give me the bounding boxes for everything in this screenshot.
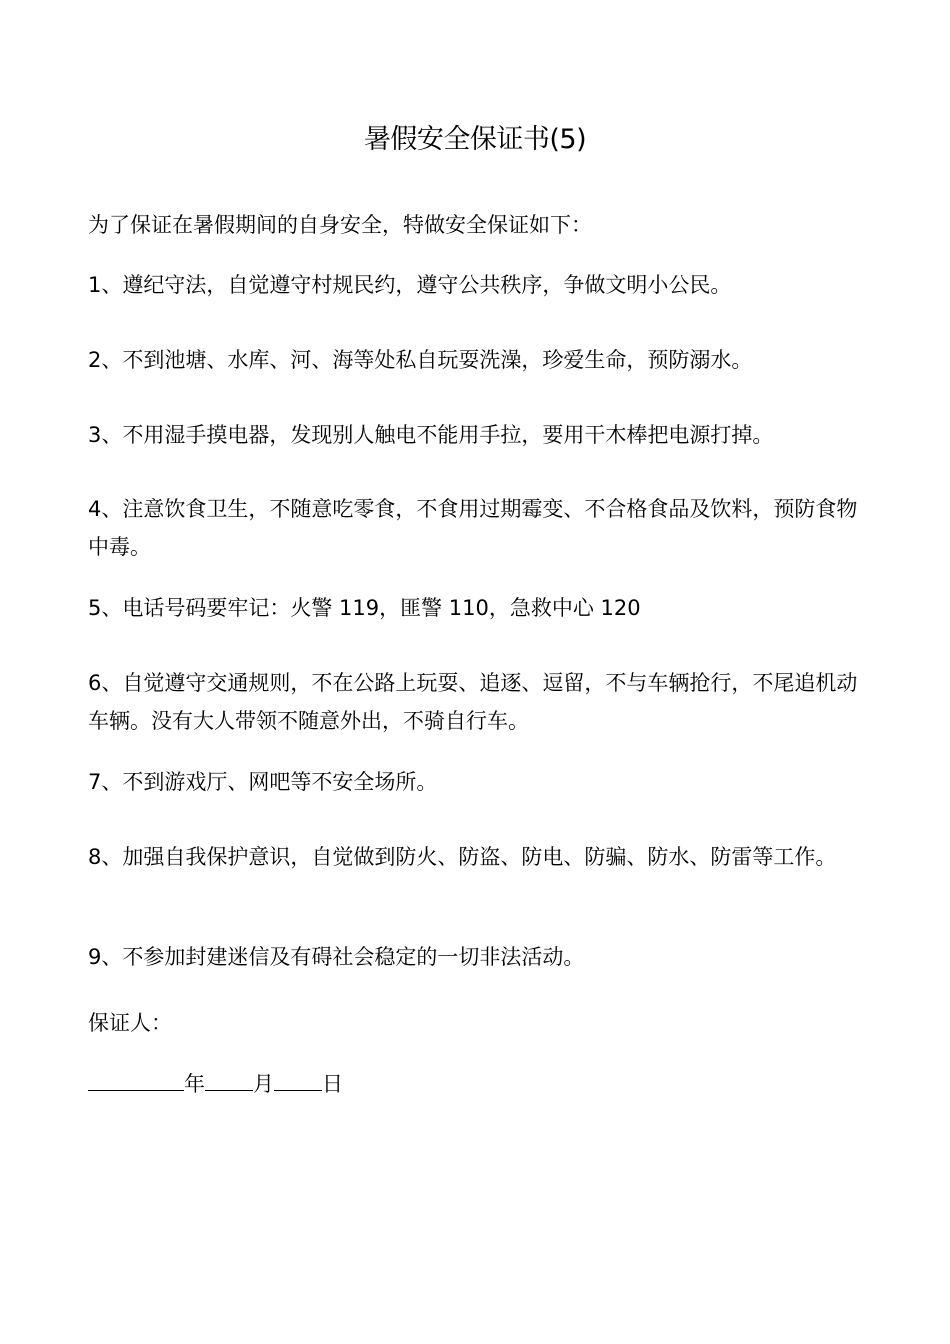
list-item-5: 5、电话号码要牢记：火警 119，匪警 110，急救中心 120 [88, 596, 641, 620]
list-item-6: 6、自觉遵守交通规则，不在公路上玩耍、追逐、逗留，不与车辆抢行，不尾追机动车辆。没有大人带领不随意外出，不骑自行车。 [88, 671, 858, 733]
year-label: 年 [184, 1072, 205, 1096]
day-label: 日 [322, 1072, 343, 1096]
list-item-9: 9、不参加封建迷信及有碍社会稳定的一切非法活动。 [88, 945, 585, 969]
guarantor-label: 保证人： [88, 1011, 172, 1035]
year-blank [88, 1066, 184, 1091]
list-item-7: 7、不到游戏厅、网吧等不安全场所。 [88, 770, 438, 794]
date-line [88, 1065, 868, 1103]
day-blank [274, 1066, 322, 1091]
list-item-2: 2、不到池塘、水库、河、海等处私自玩耍洗澡，珍爱生命，预防溺水。 [88, 348, 753, 372]
list-item-4: 4、注意饮食卫生，不随意吃零食，不食用过期霉变、不合格食品及饮料，预防食物中毒。 [88, 497, 858, 559]
intro-paragraph: 为了保证在暑假期间的自身安全，特做安全保证如下： [88, 213, 592, 237]
month-blank [205, 1066, 253, 1091]
list-item-3: 3、不用湿手摸电器，发现别人触电不能用手拉，要用干木棒把电源打掉。 [88, 423, 774, 447]
document-title: 暑假安全保证书(5) [363, 124, 587, 155]
list-item-1: 1、遵纪守法，自觉遵守村规民约，遵守公共秩序，争做文明小公民。 [88, 273, 732, 297]
list-item-8: 8、加强自我保护意识，自觉做到防火、防盗、防电、防骗、防水、防雷等工作。 [88, 845, 837, 869]
month-label: 月 [253, 1072, 274, 1096]
